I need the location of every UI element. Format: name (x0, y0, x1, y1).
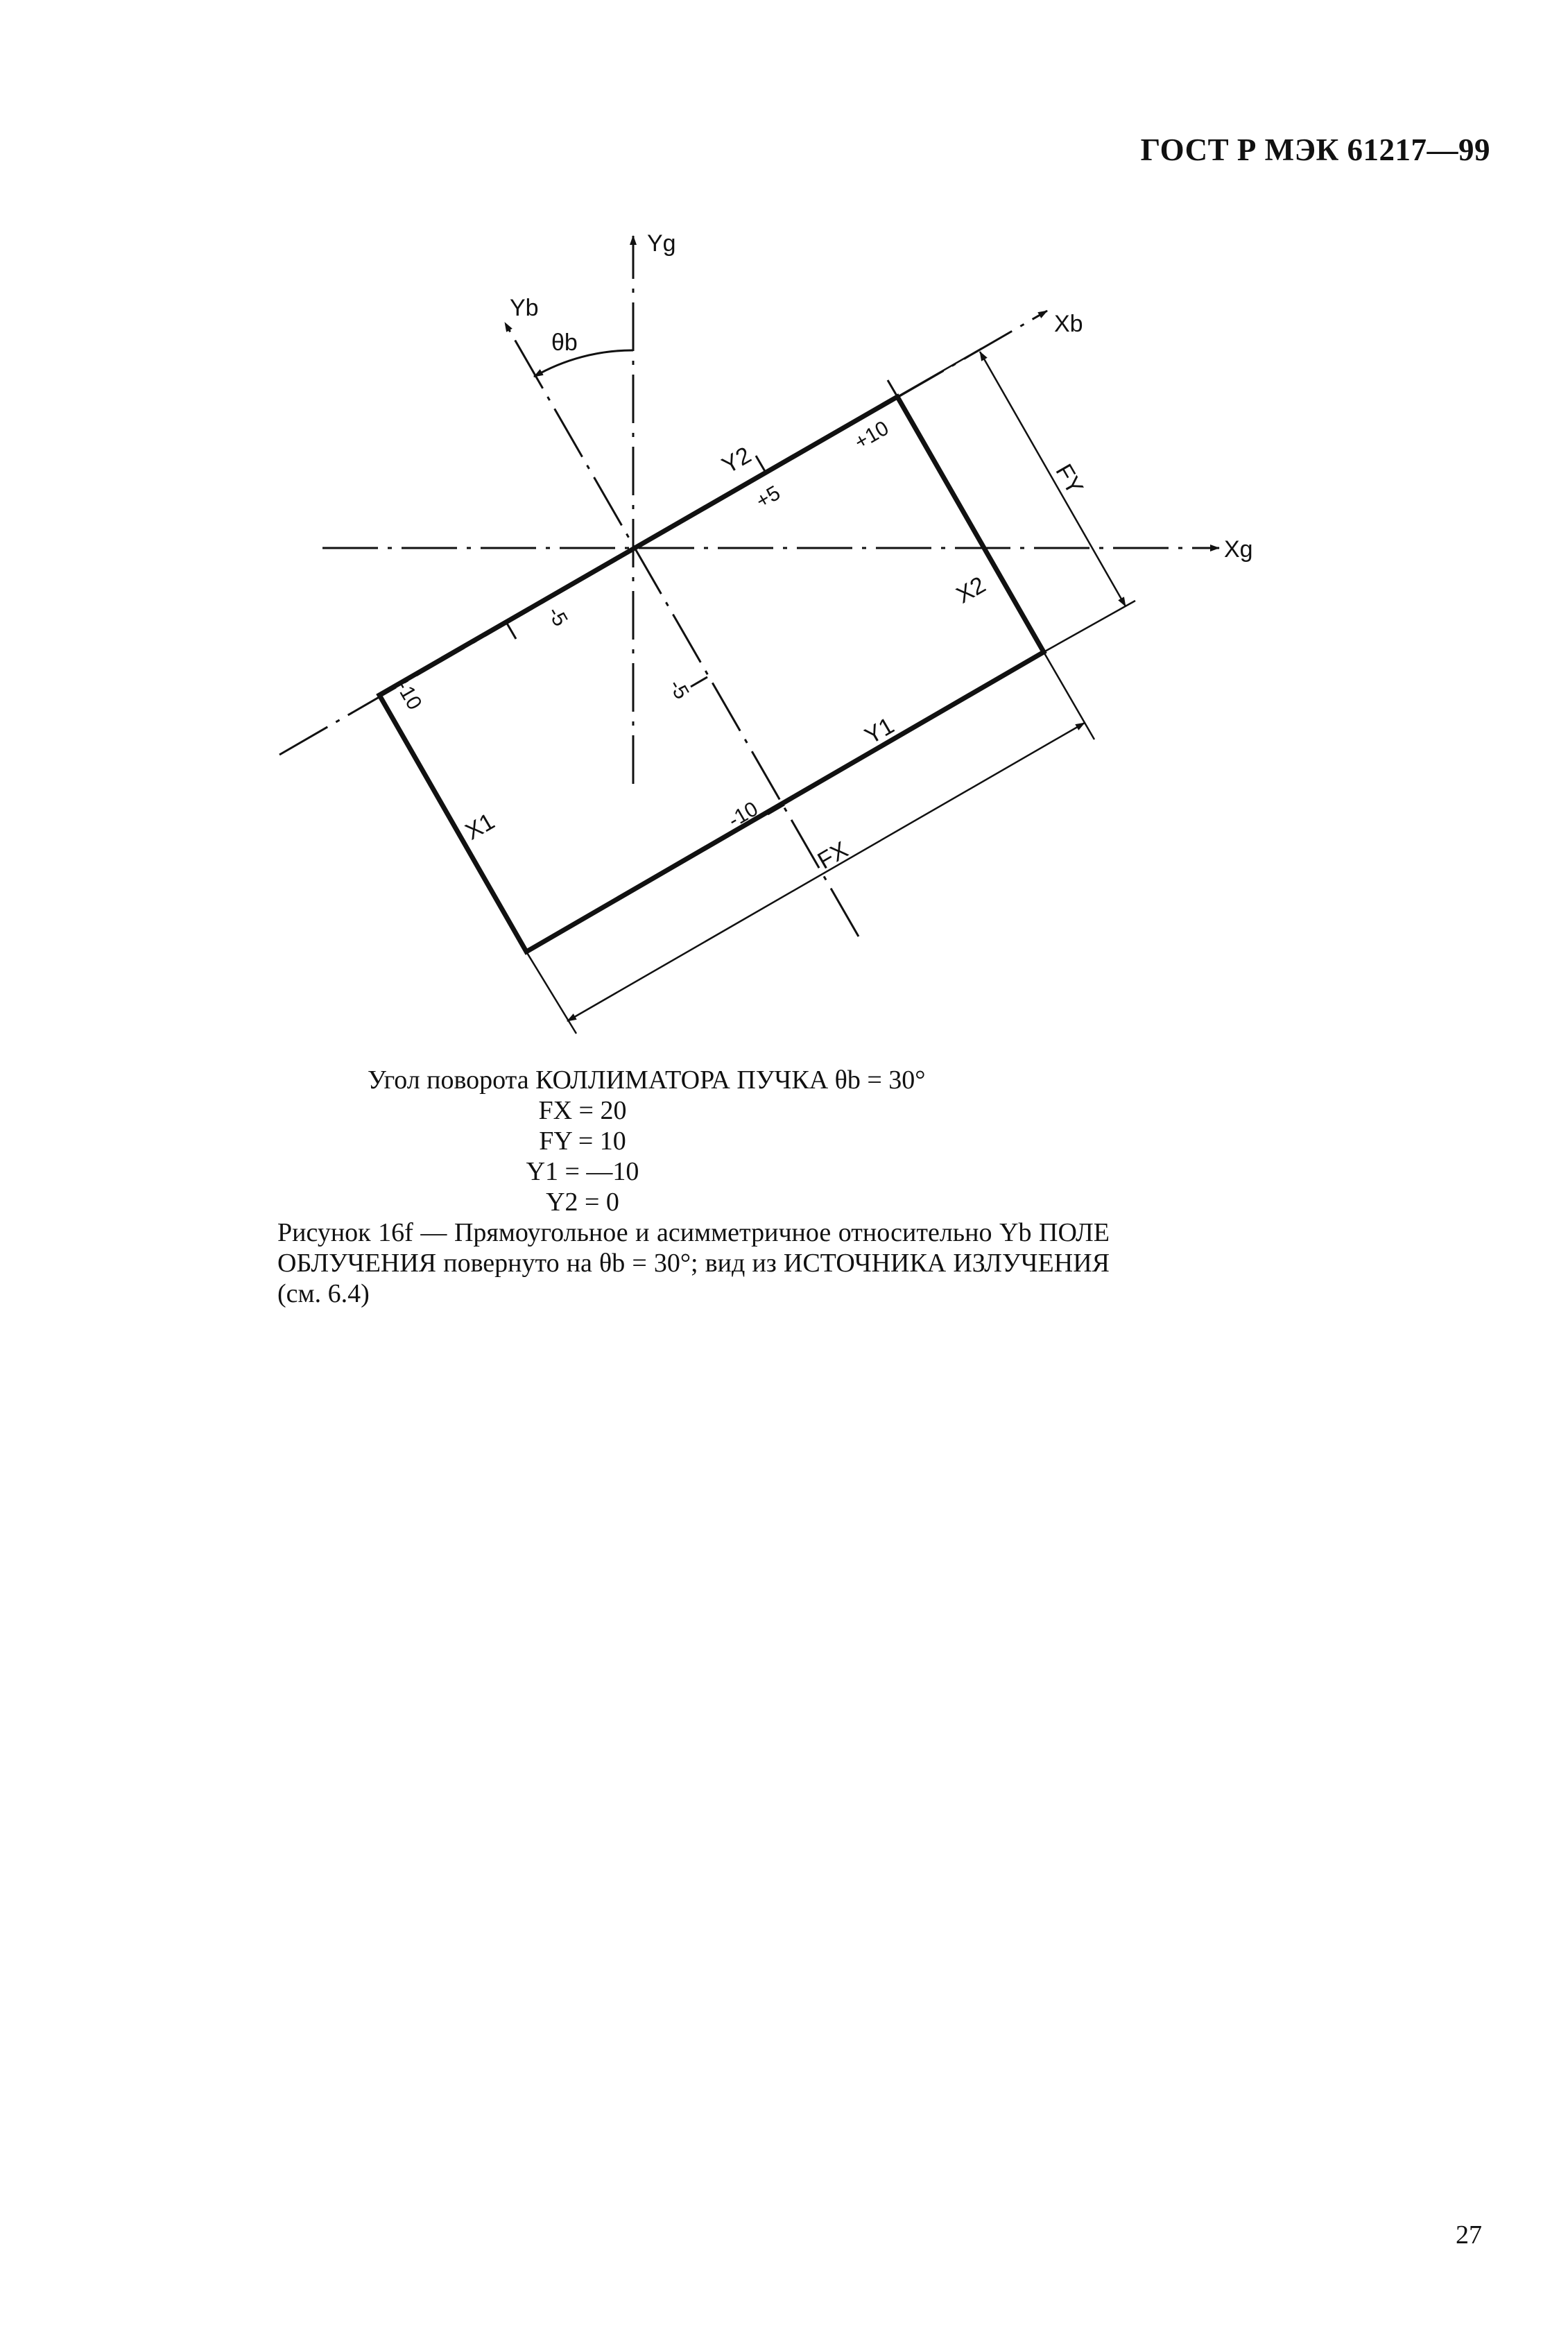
y1-value: Y1 = —10 (526, 1157, 639, 1186)
fx-extension-right (1044, 652, 1094, 739)
x2-label: X2 (951, 571, 990, 609)
fy-extension-top (897, 348, 982, 397)
figure-caption (277, 1065, 1137, 1309)
tick-xb-minus5 (506, 622, 516, 639)
tick-label-xb-plus5: +5 (752, 481, 784, 513)
beam-limiting-diagram (0, 0, 1568, 1082)
tick-label-yb-minus5: -5 (664, 676, 693, 703)
y1-label: Y1 (860, 712, 899, 750)
fy-extension-bottom (1044, 601, 1135, 652)
document-header: ГОСТ Р МЭК 61217—99 (1140, 132, 1490, 167)
y2-label: Y2 (717, 441, 756, 479)
theta-arc (534, 350, 633, 377)
tick-yb-minus5 (691, 677, 707, 687)
yb-axis (505, 323, 859, 936)
yg-label: Yg (647, 230, 676, 257)
figure-title: Рисунок 16f — Прямоугольное и асимметричное относительно Yb ПОЛЕ ОБЛУЧЕНИЯ повернуто на θb = 30°; вид из ИСТОЧНИКА ИЗЛУЧЕНИЯ (см. 6.4) (277, 1218, 1110, 1308)
fx-extension-left (526, 952, 576, 1034)
tick-label-xb-plus10: +10 (850, 416, 893, 454)
x1-label: X1 (460, 807, 499, 846)
theta-label: θb (551, 329, 578, 356)
fy-dimension-line (980, 352, 1126, 606)
fy-value: FY = 10 (539, 1127, 626, 1156)
tick-label-yb-minus10: -10 (724, 797, 762, 832)
xb-label: Xb (1054, 311, 1083, 337)
tick-label-xb-minus5: -5 (542, 603, 572, 631)
fx-value: FX = 20 (538, 1096, 627, 1125)
fy-label: FY (1050, 459, 1089, 499)
tick-label-xb-minus10: -10 (391, 676, 427, 714)
fx-label: FX (813, 836, 853, 875)
xg-label: Xg (1224, 536, 1253, 563)
rotation-angle-line: Угол поворота КОЛЛИМАТОРА ПУЧКА θb = 30° (368, 1065, 926, 1095)
radiation-field (379, 397, 1044, 952)
yb-label: Yb (510, 295, 539, 321)
page-number: 27 (1456, 2220, 1482, 2250)
tick-xb-plus5 (756, 456, 766, 472)
tick-xb-minus10 (379, 695, 389, 712)
y2-value: Y2 = 0 (546, 1188, 619, 1217)
tick-xb-plus10 (888, 380, 897, 397)
parameter-values (277, 1095, 888, 1217)
